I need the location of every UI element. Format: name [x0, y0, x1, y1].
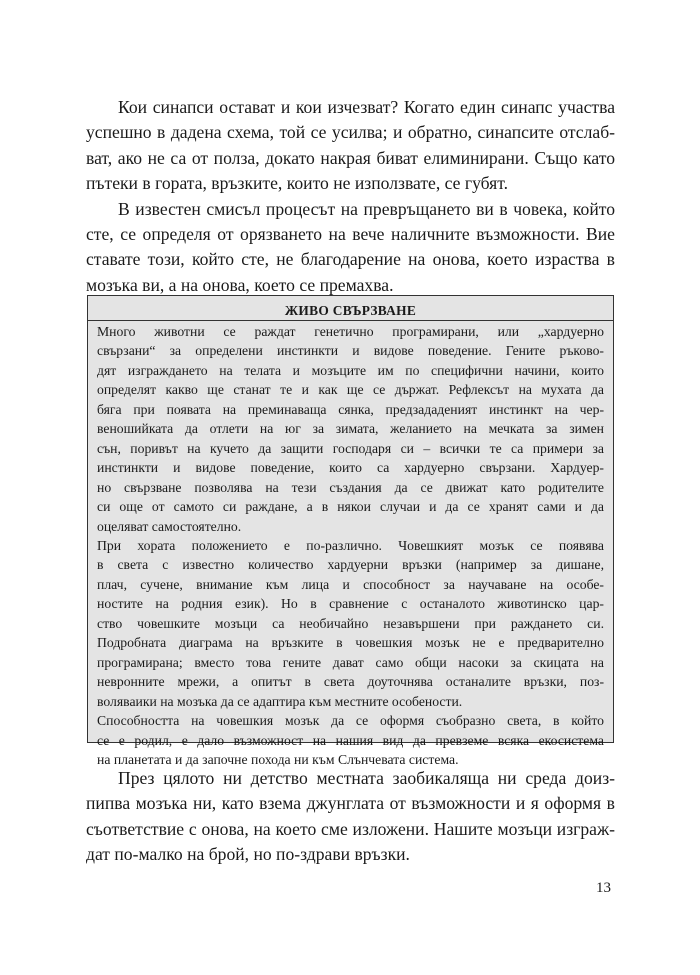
text-line: ват, ако не са от полза, докато накрая биват елиминирани. Също като — [86, 147, 615, 168]
sidebar-line: в света с известно количество хардуерни връзки (например за дишане, — [97, 557, 604, 573]
sidebar-body — [88, 321, 613, 769]
text-line: дат по-малко на брой, но по-здрави връзки. — [86, 844, 410, 865]
text-line: пипва мозъка ни, като взема джунглата от възможности и я оформя в — [86, 793, 615, 814]
sidebar-line: свързани“ за определени инстинкти и видове поведение. Гените ръково- — [97, 343, 604, 359]
sidebar-line: ностите на родния език). Но в сравнение с останалото животинско цар- — [97, 596, 604, 612]
text-line: През цялото ни детство местната заобикаляща ни среда доиз- — [118, 768, 615, 788]
sidebar-line: невронните мрежи, а опитът в света доуточнява останалите връзки, поз- — [97, 674, 604, 690]
sidebar-line: Много животни се раждат генетично програмирани, или „хардуерно — [97, 324, 604, 339]
sidebar-line: но свързване позволява на тези създания да се движат като родителите — [97, 479, 604, 495]
text-line: ставате този, който сте, не благодарение на онова, което израства в — [86, 249, 615, 270]
sidebar-line: инстинкти и видове поведение, които са хардуерно свързани. Хардуер- — [97, 460, 604, 476]
sidebar-line: си още от самото си раждане, а в някои случаи и да се хранят сами и да — [97, 499, 604, 515]
paragraph — [86, 95, 615, 197]
text-line: В известен смисъл процесът на превръщането ви в човека, който — [118, 198, 615, 219]
sidebar-line: дят изграждането на телата и мозъците им по специфични начини, които — [97, 362, 604, 378]
sidebar-line: на планетата и да започне похода ни към Слънчевата система. — [97, 751, 459, 767]
text-line: пътеки в гората, връзките, които не използвате, се губят. — [86, 173, 509, 194]
paragraph — [86, 197, 615, 299]
sidebar-line: програмирана; вместо това гените дават само общи насоки за скицата на — [97, 654, 604, 670]
paragraph — [86, 766, 615, 868]
sidebar-line: ство човешките мозъци са необичайно незавършени при раждането си. — [97, 615, 604, 631]
sidebar-line: Подробната диаграма на връзките в човешкия мозък не е предварително — [97, 635, 604, 651]
sidebar-line: определят какво ще станат те и как ще се държат. Рефлексът на мухата да — [97, 382, 604, 398]
sidebar-line: При хората положението е по-различно. Човешкият мозък се появява — [97, 537, 604, 553]
sidebar-line: плач, сучене, внимание към лица и способност за научаване на особе- — [97, 576, 604, 592]
sidebar-line: веношийката да отлети на юг за зимата, желанието на мечката за зимен — [97, 421, 604, 437]
text-line: мозъка ви, а на онова, което се премахва. — [86, 274, 394, 295]
page-number: 13 — [596, 880, 611, 896]
sidebar-line: Способността на човешкия мозък да се оформя съобразно света, в който — [97, 713, 604, 729]
outro-text — [86, 766, 615, 868]
text-line: Кои синапси остават и кои изчезват? Когато един синапс участва — [118, 97, 615, 117]
text-line: съответствие с онова, на което сме изложени. Нашите мозъци изграж- — [86, 818, 615, 839]
sidebar-line: оцеляват самостоятелно. — [97, 518, 242, 534]
sidebar-line: се е родил, е дало възможност на нашия вид да превземе всяка екосистема — [97, 732, 604, 748]
sidebar-line: воляваики на мозъка да се адаптира към местните особености. — [97, 693, 463, 709]
sidebar-title: ЖИВО СВЪРЗВАНЕ — [284, 303, 417, 318]
sidebar-box — [87, 295, 614, 767]
text-line: успешно в дадена схема, той се усилва; и обратно, синапсите отслаб- — [86, 122, 615, 143]
sidebar-line: бяга при появата на преминаваща сянка, предзададеният инстинкт на чер- — [97, 401, 604, 417]
text-line: сте, се определя от орязването на вече наличните възможности. Вие — [86, 224, 615, 245]
intro-text — [86, 95, 615, 298]
sidebar-line: сън, поривът на кучето да защити господаря си – всички те са примери за — [97, 440, 604, 456]
